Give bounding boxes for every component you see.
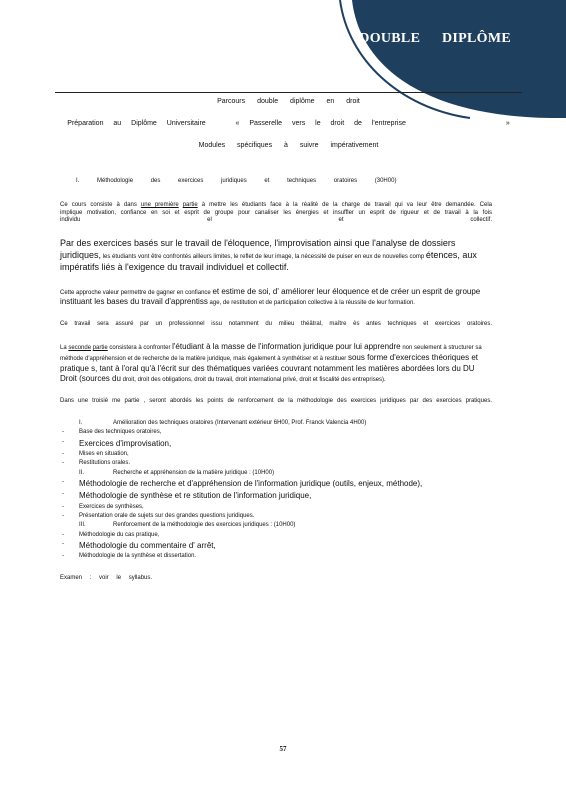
program-line-2a: Préparation au Diplôme Universitaire bbox=[67, 120, 206, 127]
p5-text-i: droit, droit des obligations, droit du travail, droit international privé, droit et fiscalité des entreprises). bbox=[122, 377, 386, 384]
list-item bbox=[60, 540, 492, 552]
list-section-item bbox=[60, 469, 492, 478]
list-item bbox=[60, 459, 492, 468]
list-item-text: Restitutions orales. bbox=[79, 460, 131, 467]
exam-value: : voir le syllabus. bbox=[89, 575, 153, 582]
corner-title: DOUBLE DIPLÔME bbox=[359, 31, 511, 46]
list-item bbox=[60, 512, 492, 521]
p2-text-b: les étudiants vont être confrontés ailleurs limites, le reflet de leur image, la nécessité de puiser en eux de nouvelles comp bbox=[102, 253, 425, 260]
list-item bbox=[60, 552, 492, 561]
list-item-text: Recherche et appréhension de la matière juridique : (10H00) bbox=[113, 469, 275, 476]
list-section-item bbox=[60, 419, 492, 428]
paragraph-3 bbox=[60, 287, 492, 309]
list-item bbox=[60, 438, 492, 450]
p2-text-a: Par des exercices basés sur le travail de l'éloquence, l'improvisation ainsi que l'analyse de dossiers juridiques, bbox=[60, 238, 456, 260]
paragraph-5 bbox=[60, 342, 492, 385]
list-item-text: Méthodologie de synthèse et re stitution de l'information juridique, bbox=[79, 491, 312, 501]
list-item-text: Amélioration des techniques oratoires (Intervenant extérieur 6H00, Prof. Franck Valencia 4H00) bbox=[113, 419, 367, 426]
exam-label: Examen bbox=[60, 575, 83, 582]
p3-text-a: Cette approche valeur permettre de gagner en confiance bbox=[60, 289, 211, 296]
p5-text-h: sous forme d'exercices théoriques et pratique s, tant à l'oral qu'à l'écrit sur des thématiques variées couvrant notamment les matières abordées lors du DU Droit (sources du bbox=[60, 352, 479, 384]
list-item bbox=[60, 531, 492, 540]
p3-text-b: et estime de soi, d' améliorer leur éloquence et bbox=[212, 286, 379, 296]
list-item-text: Mises en situation, bbox=[79, 450, 129, 457]
program-line-2 bbox=[55, 120, 522, 127]
program-line-1: Parcours double diplôme en droit bbox=[217, 98, 360, 105]
p5-text-d: consistera à confronter bbox=[109, 344, 171, 351]
list-section-number: III. bbox=[79, 522, 86, 529]
program-box bbox=[55, 92, 522, 154]
program-line-3: Modules spécifiques à suivre impérativement bbox=[198, 142, 379, 149]
list-item bbox=[60, 450, 492, 459]
list-item bbox=[60, 428, 492, 437]
p5-underline-2: partie bbox=[92, 344, 108, 351]
list-section-number: I. bbox=[79, 419, 83, 426]
list-item-text: Méthodologie de recherche et d'appréhension de l'information juridique (outils, enjeux, méthode), bbox=[79, 478, 423, 488]
exam-line bbox=[60, 575, 492, 583]
p5-text-g: , mais également à synthétiser et à restituer bbox=[229, 355, 347, 362]
list-item-text: Renforcement de la méthodologie des exercices juridiques : (10H00) bbox=[113, 522, 296, 529]
module-list bbox=[60, 419, 492, 562]
list-item-text: Exercices d'improvisation, bbox=[79, 438, 172, 448]
list-section-number: II. bbox=[79, 469, 85, 476]
list-section-item bbox=[60, 521, 492, 530]
page-content bbox=[60, 178, 492, 583]
list-item bbox=[60, 490, 492, 502]
paragraph-4: Ce travail sera assuré par un professionnel issu notamment du milieu théâtral, maître ès antes techniques et exercices oratoires. bbox=[60, 321, 492, 328]
paragraph-1 bbox=[60, 202, 492, 225]
program-line-2b: « Passerelle vers le droit de l'entreprise bbox=[235, 120, 406, 127]
p1-text-a: Ce cours consiste à dans bbox=[60, 201, 137, 208]
p1-underline-1: une première bbox=[140, 201, 179, 208]
p3-text-c: de créer un esprit de groupe instituant les bases du travail d'apprentiss bbox=[60, 286, 481, 307]
p5-text-e: l'étudiant à la masse de l'information juridique pour lui apprendre bbox=[172, 341, 401, 351]
p5-text-a: La bbox=[60, 344, 67, 351]
p2-text-c: étences, aux impératifs liés à l'exigence du travail individuel et collectif. bbox=[60, 249, 477, 272]
list-item-text: Base des techniques oratoires, bbox=[79, 429, 162, 436]
p3-text-d: age, de restitution et de participation collective à la réussite de leur formation. bbox=[209, 300, 415, 307]
p5-underline-1: seconde bbox=[68, 344, 92, 351]
p1-text-d: à mettre les étudiants face à la réalité de la charge de travail qui va leur être demandée. Cela implique motivation, confiance en soi et esprit de groupe pour canaliser les énergies et insuffler un esprit de rigueur et de travail à la fois individu el et collectif. bbox=[60, 201, 492, 224]
list-item-text: Méthodologie de la synthèse et dissertation. bbox=[79, 553, 197, 560]
p5-text-f: non seulement à structurer sa méthode d'appréhension et de recherche de la matière juridique bbox=[60, 344, 482, 362]
list-item-text: Exercices de synthèses, bbox=[79, 503, 144, 510]
list-item-text: Méthodologie du cas pratique, bbox=[79, 531, 160, 538]
p1-underline-2: partie bbox=[182, 201, 198, 208]
page-number: 57 bbox=[279, 745, 287, 753]
paragraph-2 bbox=[60, 238, 492, 273]
list-item-text: Présentation orale de sujets sur des grandes questions juridiques. bbox=[79, 512, 255, 519]
list-item-text: Méthodologie du commentaire d' arrêt, bbox=[79, 540, 216, 550]
program-line-2c: » bbox=[505, 120, 510, 127]
section-heading: I. Méthodologie des exercices juridiques et techniques oratoires (30H00) bbox=[76, 178, 397, 184]
list-item bbox=[60, 503, 492, 512]
paragraph-6: Dans une troisiè me partie , seront abordés les points de renforcement de la méthodologie des exercices juridiques par des exercices pratiques. bbox=[60, 398, 492, 405]
list-item bbox=[60, 478, 492, 490]
